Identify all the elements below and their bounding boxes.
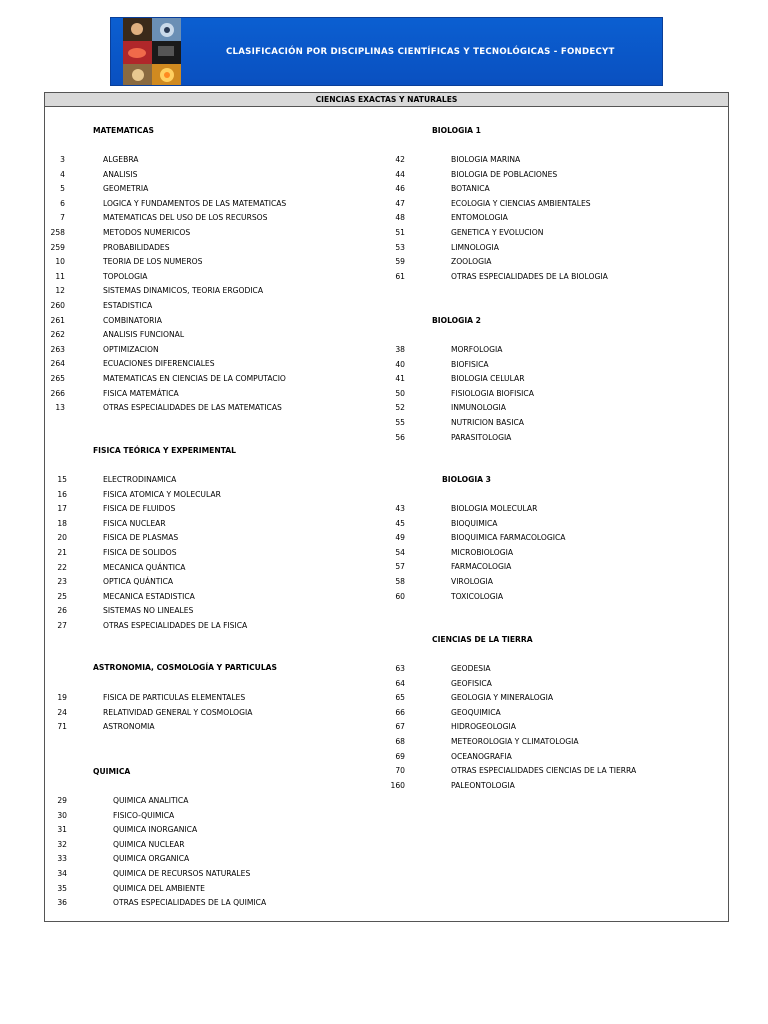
discipline-name: FISICA DE PLASMAS xyxy=(103,533,179,543)
discipline-code: 50 xyxy=(395,388,405,398)
discipline-code: 54 xyxy=(395,547,405,557)
discipline-code: 7 xyxy=(60,213,65,223)
discipline-name: BOTANICA xyxy=(451,184,490,194)
discipline-code: 59 xyxy=(395,257,405,267)
discipline-code: 51 xyxy=(395,228,405,237)
discipline-name: SISTEMAS DINAMICOS, TEORIA ERGODICA xyxy=(103,286,264,296)
discipline-name: MORFOLOGIA xyxy=(451,345,503,354)
discipline-code: 17 xyxy=(57,504,67,514)
discipline-code: 60 xyxy=(395,591,405,601)
discipline-name: PARASITOLOGIA xyxy=(451,432,512,442)
discipline-code: 46 xyxy=(395,184,405,194)
discipline-code: 4 xyxy=(60,169,65,179)
discipline-name: LOGICA Y FUNDAMENTOS DE LAS MATEMATICAS xyxy=(103,198,287,208)
discipline-name: GENETICA Y EVOLUCION xyxy=(451,228,544,237)
discipline-name: FISICA DE FLUIDOS xyxy=(103,504,176,514)
discipline-code: 55 xyxy=(395,418,405,427)
discipline-code: 31 xyxy=(57,825,67,835)
discipline-name: ALGEBRA xyxy=(103,155,139,164)
discipline-name: FISICO-QUIMICA xyxy=(113,810,175,820)
discipline-code: 41 xyxy=(395,374,405,384)
discipline-code: 48 xyxy=(395,213,405,223)
discipline-code: 29 xyxy=(57,796,67,805)
discipline-code: 66 xyxy=(395,707,405,717)
discipline-name: OPTICA QUÁNTICA xyxy=(103,577,174,587)
discipline-code: 22 xyxy=(57,562,67,572)
discipline-code: 18 xyxy=(57,518,67,528)
discipline-name: ELECTRODINAMICA xyxy=(103,475,177,484)
discipline-name: BIOLOGIA MOLECULAR xyxy=(451,504,538,513)
discipline-code: 3 xyxy=(60,155,65,164)
discipline-name: BIOLOGIA CELULAR xyxy=(451,374,525,384)
discipline-code: 65 xyxy=(395,693,405,703)
discipline-name: FISICA DE PARTICULAS ELEMENTALES xyxy=(103,693,246,702)
discipline-code: 47 xyxy=(395,198,405,208)
discipline-name: INMUNOLOGIA xyxy=(451,403,506,413)
discipline-name: QUIMICA NUCLEAR xyxy=(113,839,185,849)
discipline-code: 68 xyxy=(395,737,405,746)
discipline-code: 38 xyxy=(395,345,405,354)
discipline-code: 264 xyxy=(50,359,65,369)
discipline-name: MECANICA QUÁNTICA xyxy=(103,562,186,572)
group-title: BIOLOGIA 3 xyxy=(442,475,491,484)
discipline-name: QUIMICA ORGANICA xyxy=(113,854,190,864)
discipline-code: 266 xyxy=(50,388,65,398)
discipline-name: METODOS NUMERICOS xyxy=(103,228,191,237)
discipline-code: 5 xyxy=(60,184,65,194)
discipline-code: 263 xyxy=(50,344,65,354)
discipline-code: 25 xyxy=(57,591,67,601)
discipline-code: 34 xyxy=(57,869,67,878)
discipline-name: GEOFISICA xyxy=(451,678,492,688)
discipline-code: 19 xyxy=(57,693,67,702)
discipline-code: 26 xyxy=(57,606,67,616)
discipline-name: QUIMICA DE RECURSOS NATURALES xyxy=(113,869,251,878)
discipline-code: 53 xyxy=(395,242,405,252)
group-title: BIOLOGIA 1 xyxy=(432,126,481,135)
discipline-name: FARMACOLOGIA xyxy=(451,562,512,572)
discipline-name: OCEANOGRAFIA xyxy=(451,751,512,761)
discipline-name: FISICA NUCLEAR xyxy=(103,518,166,528)
discipline-name: METEOROLOGIA Y CLIMATOLOGIA xyxy=(451,737,579,746)
discipline-name: COMBINATORIA xyxy=(103,315,162,325)
discipline-code: 63 xyxy=(395,664,405,673)
discipline-code: 52 xyxy=(395,403,405,413)
discipline-name: GEODESIA xyxy=(451,664,491,673)
discipline-name: TEORIA DE LOS NUMEROS xyxy=(103,257,203,267)
discipline-name: ESTADISTICA xyxy=(103,301,153,310)
discipline-code: 24 xyxy=(57,707,67,717)
discipline-code: 23 xyxy=(57,577,67,587)
group-title: MATEMATICAS xyxy=(93,126,154,135)
discipline-code: 265 xyxy=(50,374,65,383)
discipline-name: MATEMATICAS DEL USO DE LOS RECURSOS xyxy=(103,213,268,223)
discipline-code: 32 xyxy=(57,839,67,849)
discipline-code: 44 xyxy=(395,169,405,179)
discipline-code: 61 xyxy=(395,271,405,281)
discipline-name: QUIMICA ANALITICA xyxy=(113,796,189,805)
discipline-name: HIDROGEOLOGIA xyxy=(451,722,516,732)
discipline-code: 69 xyxy=(395,751,405,761)
discipline-code: 259 xyxy=(50,242,65,252)
discipline-name: TOXICOLOGIA xyxy=(451,591,504,601)
discipline-code: 35 xyxy=(57,883,67,893)
discipline-name: FISICA MATEMÁTICA xyxy=(103,388,179,398)
discipline-code: 27 xyxy=(57,621,67,630)
discipline-code: 262 xyxy=(50,330,65,340)
discipline-name: GEOMETRIA xyxy=(103,184,149,194)
discipline-name: ANALISIS xyxy=(103,169,138,179)
discipline-name: MICROBIOLOGIA xyxy=(451,547,514,557)
discipline-name: FISIOLOGIA BIOFISICA xyxy=(451,388,534,398)
discipline-name: BIOQUIMICA xyxy=(451,518,498,528)
discipline-name: BIOLOGIA MARINA xyxy=(451,155,521,164)
discipline-code: 64 xyxy=(395,678,405,688)
discipline-name: QUIMICA INORGANICA xyxy=(113,825,198,835)
discipline-code: 70 xyxy=(395,766,405,776)
discipline-name: MECANICA ESTADISTICA xyxy=(103,591,195,601)
group-title: CIENCIAS DE LA TIERRA xyxy=(432,635,533,644)
header-banner xyxy=(110,17,663,86)
discipline-name: LIMNOLOGIA xyxy=(451,242,499,252)
banner-title: CLASIFICACIÓN POR DISCIPLINAS CIENTÍFICAS Y TECNOLÓGICAS - FONDECYT xyxy=(226,47,615,57)
discipline-name: VIROLOGIA xyxy=(451,577,493,586)
discipline-code: 58 xyxy=(395,577,405,586)
discipline-code: 10 xyxy=(55,257,65,267)
discipline-code: 260 xyxy=(50,301,65,310)
discipline-code: 160 xyxy=(390,780,405,790)
discipline-name: OTRAS ESPECIALIDADES DE LA BIOLOGIA xyxy=(451,271,608,281)
discipline-code: 16 xyxy=(57,489,67,499)
group-title: BIOLOGIA 2 xyxy=(432,316,481,325)
discipline-name: GEOLOGIA Y MINERALOGIA xyxy=(451,693,554,703)
discipline-code: 40 xyxy=(395,359,405,369)
group-title: FISICA TEÓRICA Y EXPERIMENTAL xyxy=(93,446,237,455)
discipline-name: GEOQUIMICA xyxy=(451,707,501,717)
discipline-name: ECOLOGIA Y CIENCIAS AMBIENTALES xyxy=(451,198,591,208)
discipline-code: 20 xyxy=(57,533,67,543)
discipline-name: OPTIMIZACION xyxy=(103,344,159,354)
discipline-name: ASTRONOMIA xyxy=(103,722,155,732)
discipline-name: BIOFISICA xyxy=(451,359,489,369)
discipline-code: 36 xyxy=(57,898,67,908)
discipline-name: PALEONTOLOGIA xyxy=(451,780,515,790)
discipline-name: QUIMICA DEL AMBIENTE xyxy=(113,883,205,893)
discipline-name: OTRAS ESPECIALIDADES DE LA QUIMICA xyxy=(113,898,267,908)
discipline-name: OTRAS ESPECIALIDADES DE LAS MATEMATICAS xyxy=(103,403,282,413)
discipline-name: FISICA DE SOLIDOS xyxy=(103,548,177,557)
discipline-name: ENTOMOLOGIA xyxy=(451,213,508,223)
discipline-name: ZOOLOGIA xyxy=(451,257,492,267)
discipline-code: 56 xyxy=(395,432,405,442)
discipline-name: OTRAS ESPECIALIDADES DE LA FISICA xyxy=(103,621,248,630)
discipline-code: 57 xyxy=(395,562,405,572)
discipline-code: 6 xyxy=(60,198,65,208)
discipline-name: OTRAS ESPECIALIDADES CIENCIAS DE LA TIERRA xyxy=(451,766,637,776)
discipline-name: ANALISIS FUNCIONAL xyxy=(103,330,185,340)
section-header: CIENCIAS EXACTAS Y NATURALES xyxy=(45,93,728,107)
discipline-code: 30 xyxy=(57,810,67,820)
discipline-code: 45 xyxy=(395,518,405,528)
discipline-code: 71 xyxy=(57,722,67,732)
discipline-code: 261 xyxy=(50,315,65,325)
discipline-name: BIOQUIMICA FARMACOLOGICA xyxy=(451,533,566,543)
discipline-code: 13 xyxy=(55,403,65,413)
discipline-code: 43 xyxy=(395,504,405,513)
discipline-name: NUTRICION BASICA xyxy=(451,418,524,427)
discipline-code: 33 xyxy=(57,854,67,864)
discipline-name: TOPOLOGIA xyxy=(103,271,148,281)
discipline-name: SISTEMAS NO LINEALES xyxy=(103,606,194,616)
discipline-code: 12 xyxy=(55,286,65,296)
discipline-code: 42 xyxy=(395,155,405,164)
group-title: ASTRONOMIA, COSMOLOGÍA Y PARTICULAS xyxy=(93,663,278,672)
group-title: QUIMICA xyxy=(93,767,131,776)
discipline-code: 67 xyxy=(395,722,405,732)
banner-photo-collage xyxy=(123,18,181,86)
discipline-code: 11 xyxy=(55,271,65,281)
discipline-name: RELATIVIDAD GENERAL Y COSMOLOGIA xyxy=(103,707,253,717)
discipline-name: MATEMATICAS EN CIENCIAS DE LA COMPUTACIO xyxy=(103,374,286,383)
discipline-name: FISICA ATOMICA Y MOLECULAR xyxy=(103,489,221,499)
discipline-code: 15 xyxy=(57,475,67,484)
discipline-code: 258 xyxy=(50,228,65,237)
discipline-code: 49 xyxy=(395,533,405,543)
discipline-name: BIOLOGIA DE POBLACIONES xyxy=(451,169,558,179)
discipline-name: PROBABILIDADES xyxy=(103,242,170,252)
discipline-name: ECUACIONES DIFERENCIALES xyxy=(103,359,215,369)
discipline-code: 21 xyxy=(57,548,67,557)
